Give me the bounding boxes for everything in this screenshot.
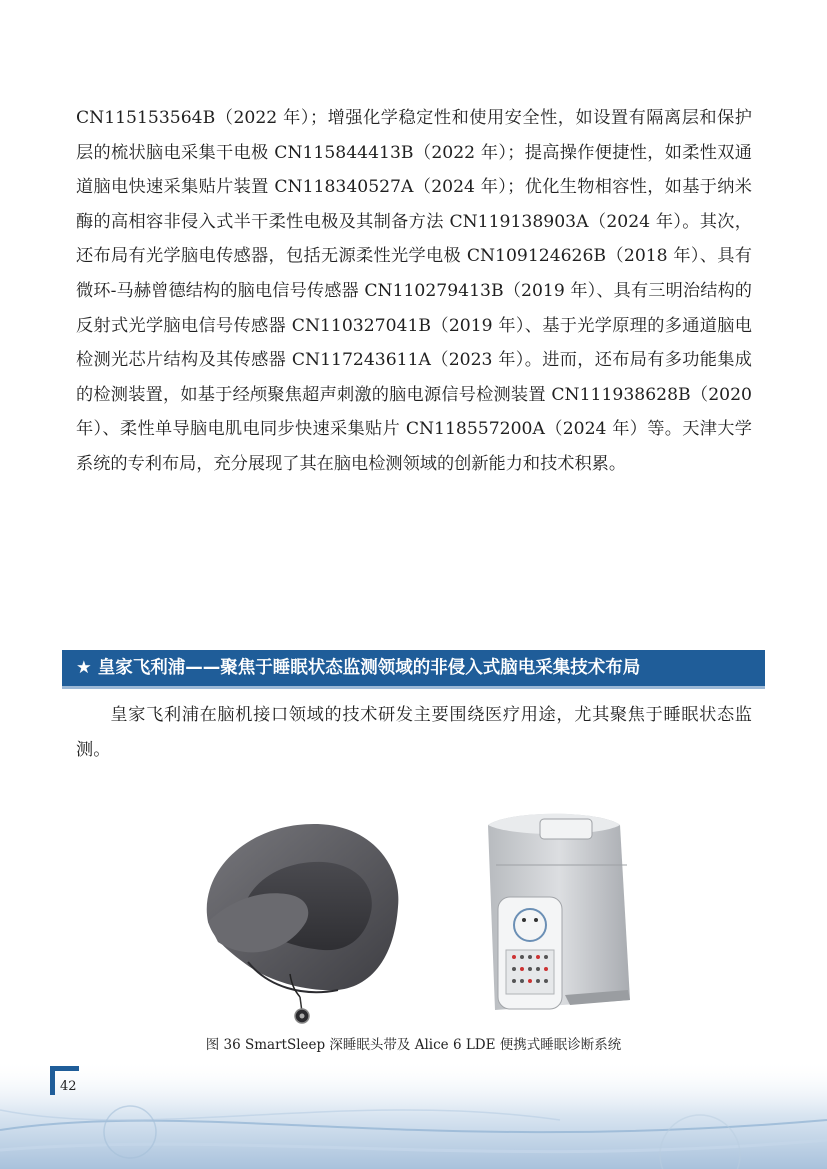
section-heading-banner: ★ 皇家飞利浦——聚焦于睡眠状态监测领域的非侵入式脑电采集技术布局 bbox=[62, 650, 765, 686]
smartsleep-headband-image bbox=[188, 812, 410, 1032]
page-number: 42 bbox=[60, 1079, 77, 1094]
section-intro-text: 皇家飞利浦在脑机接口领域的技术研发主要围绕医疗用途，尤其聚焦于睡眠状态监测。 bbox=[76, 705, 752, 760]
figure-caption: 图 36 SmartSleep 深睡眠头带及 Alice 6 LDE 便携式睡眠诊断系统 bbox=[205, 1037, 622, 1053]
footer-decoration bbox=[0, 1060, 827, 1169]
body-paragraph-block bbox=[76, 101, 752, 482]
banner-underline bbox=[62, 686, 765, 689]
body-paragraph: CN115153564B（2022 年）；增强化学稳定性和使用安全性，如设置有隔离层和保护层的梳状脑电采集干电极 CN115844413B（2022 年）；提高操作便捷性，如柔性双通道脑电快速采集贴片装置 CN118340527A（2024 年）；优化生物相容性，如基于纳米酶的高相容非侵入式半干柔性电极及其制备方法 CN119138903A（2024 年）。其次，还布局有光学脑电传感器，包括无源柔性光学电极 CN109124626B（2018 年）、具有微环-马赫曾德结构的脑电信号传感器 CN110279413B（2019 年）、具有三明治结构的反射式光学脑电信号传感器 CN110327041B（2019 年）、基于光学原理的多通道脑电检测光芯片结构及其传感器 CN117243611A（2023 年）。进而，还布局有多功能集成的检测装置，如基于经颅聚焦超声刺激的脑电源信号检测装置 CN111938628B（2020 年）、柔性单导脑电肌电同步快速采集贴片 CN118557200A（2024 年）等。天津大学系统的专利布局，充分展现了其在脑电检测领域的创新能力和技术积累。 bbox=[76, 108, 752, 474]
section-intro-block bbox=[76, 698, 752, 767]
alice-6-lde-device-image bbox=[470, 805, 640, 1027]
